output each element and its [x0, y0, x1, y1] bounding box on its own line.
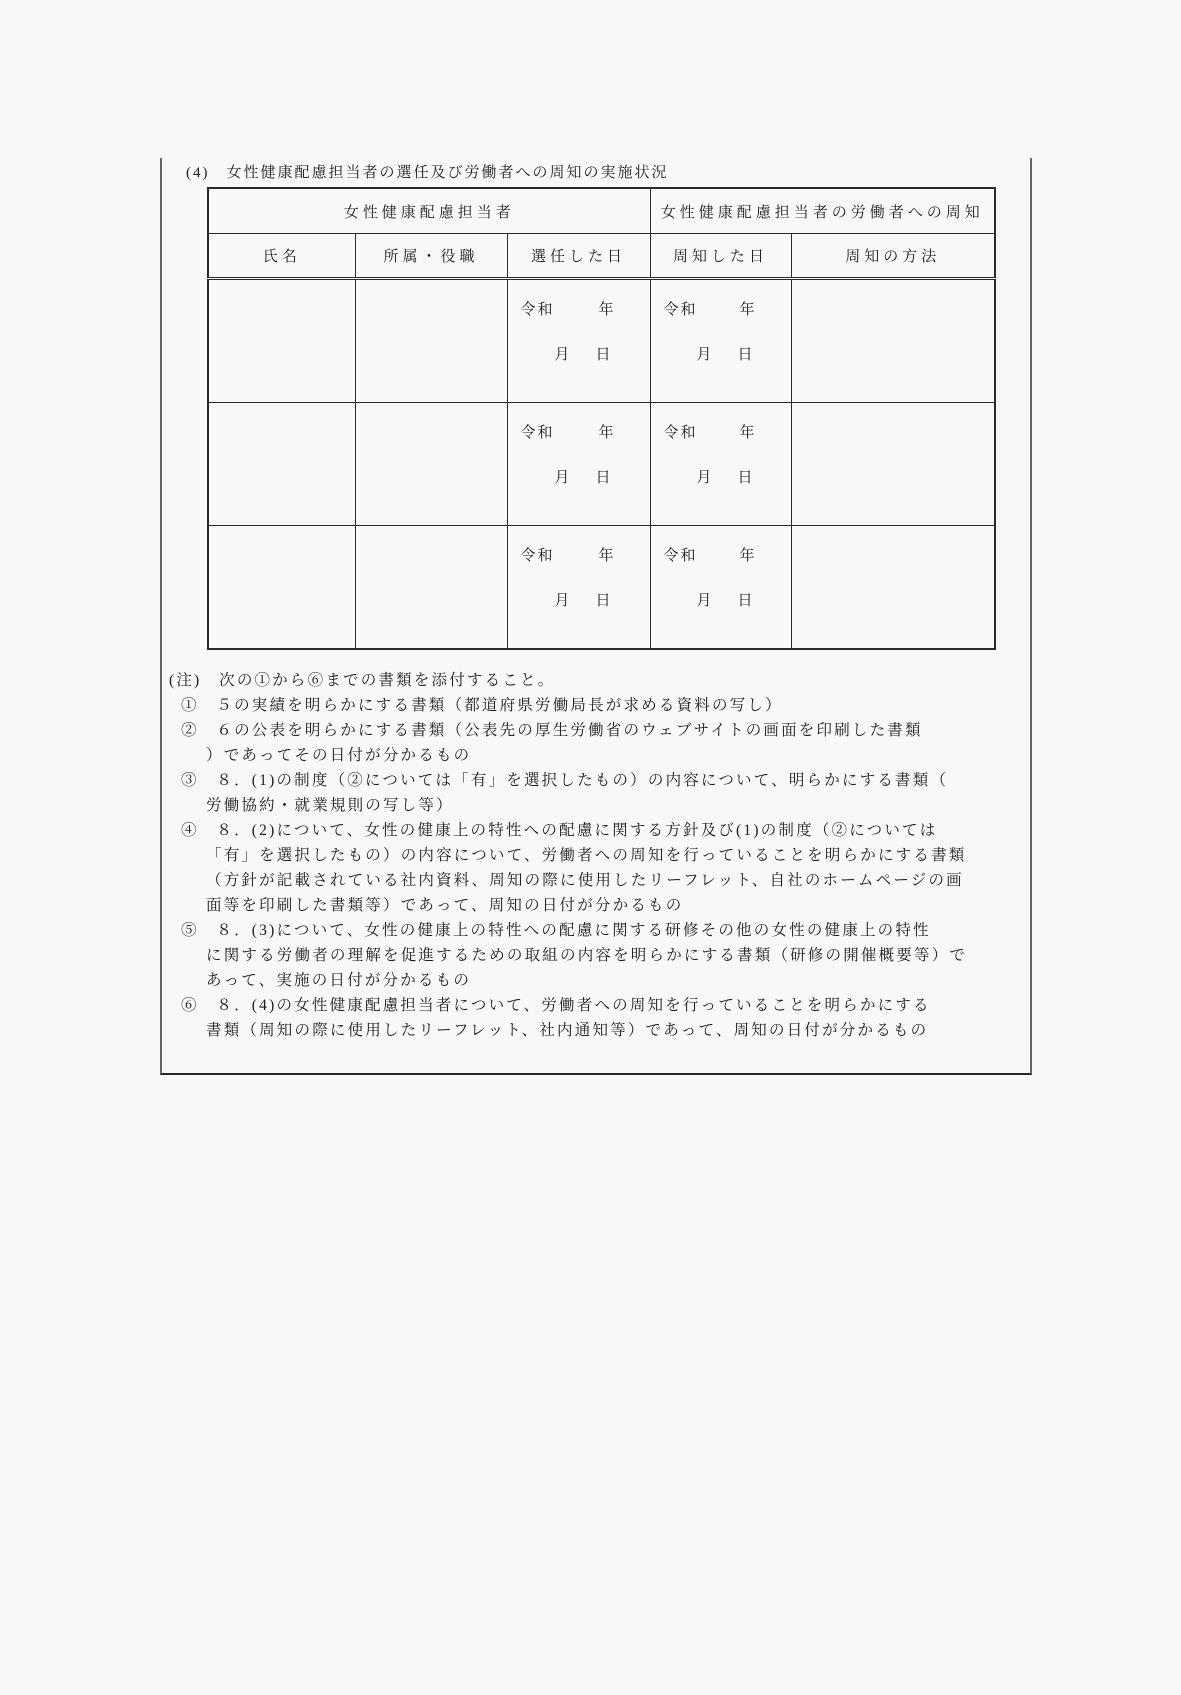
day-label: 日 [595, 593, 611, 609]
note-line: （方針が記載されている社内資料、周知の際に使用したリーフレット、自社のホームページの画 [206, 872, 964, 889]
col-header-position: 所属・役職 [355, 234, 507, 279]
month-label: 月 [554, 470, 570, 486]
month-label: 月 [696, 470, 712, 486]
appointed-date-cell [507, 526, 650, 650]
col-header-name: 氏名 [208, 234, 355, 279]
group-header-officer: 女性健康配慮担当者 [208, 188, 650, 234]
note-line: ⑥ ８．(4)の女性健康配慮担当者について、労働者への周知を行っていることを明らかにする [181, 997, 931, 1014]
month-label: 月 [696, 347, 712, 363]
note-line: あって、実施の日付が分かるもの [206, 972, 472, 989]
table-row [208, 403, 995, 526]
notified-date-cell [650, 526, 791, 650]
method-cell [791, 279, 995, 403]
note-line: ⑤ ８．(3)について、女性の健康上の特性への配慮に関する研修その他の女性の健康上の特性 [181, 922, 931, 939]
position-cell [355, 279, 507, 403]
day-label: 日 [595, 470, 611, 486]
year-label: 年 [598, 425, 616, 441]
note-line: ① ５の実績を明らかにする書類（都道府県労働局長が求める資料の写し） [181, 697, 783, 714]
notified-date-cell [650, 403, 791, 526]
name-cell [208, 526, 355, 650]
col-header-notification-method: 周知の方法 [791, 234, 995, 279]
method-cell [791, 526, 995, 650]
appointed-date-cell [507, 403, 650, 526]
name-cell [208, 403, 355, 526]
column-header-row [208, 234, 995, 279]
year-label: 年 [739, 548, 757, 564]
table-row [208, 526, 995, 650]
era-label: 令和 [520, 548, 555, 564]
day-label: 日 [737, 347, 753, 363]
note-line: (注) 次の①から⑥までの書類を添付すること。 [169, 672, 556, 689]
era-label: 令和 [663, 548, 698, 564]
position-cell [355, 403, 507, 526]
year-label: 年 [739, 302, 757, 318]
note-line: ② ６の公表を明らかにする書類（公表先の厚生労働省のウェブサイトの画面を印刷した書類 [181, 722, 923, 739]
notes-section [169, 668, 1025, 1043]
section-title: (4) 女性健康配慮担当者の選任及び労働者への周知の実施状況 [186, 165, 669, 181]
group-header-row [208, 188, 995, 234]
note-line: に関する労働者の理解を促進するための取組の内容を明らかにする書類（研修の開催概要等）で [206, 947, 968, 964]
day-label: 日 [595, 347, 611, 363]
month-label: 月 [696, 593, 712, 609]
year-label: 年 [739, 425, 757, 441]
position-cell [355, 526, 507, 650]
note-line: ）であってその日付が分かるもの [206, 747, 472, 764]
era-label: 令和 [520, 425, 555, 441]
notified-date-cell [650, 279, 791, 403]
note-line: 書類（周知の際に使用したリーフレット、社内通知等）であって、周知の日付が分かるもの [206, 1022, 929, 1039]
method-cell [791, 403, 995, 526]
era-label: 令和 [663, 302, 698, 318]
era-label: 令和 [663, 425, 698, 441]
table-row [208, 279, 995, 403]
note-line: 労働協約・就業規則の写し等） [206, 797, 454, 814]
note-line: ④ ８．(2)について、女性の健康上の特性への配慮に関する方針及び(1)の制度（②については [181, 822, 938, 839]
year-label: 年 [598, 548, 616, 564]
col-header-appointed-date: 選任した日 [507, 234, 650, 279]
era-label: 令和 [520, 302, 555, 318]
note-line: ③ ８．(1)の制度（②については「有」を選択したもの）の内容について、明らかにする書類（ [181, 772, 949, 789]
year-label: 年 [598, 302, 616, 318]
col-header-notified-date: 周知した日 [650, 234, 791, 279]
note-line: 「有」を選択したもの）の内容について、労働者への周知を行っていることを明らかにする書類 [206, 847, 967, 864]
month-label: 月 [554, 347, 570, 363]
officers-table [207, 187, 996, 650]
group-header-notification: 女性健康配慮担当者の労働者への周知 [650, 188, 995, 234]
month-label: 月 [554, 593, 570, 609]
note-line: 面等を印刷した書類等）であって、周知の日付が分かるもの [206, 897, 684, 914]
appointed-date-cell [507, 279, 650, 403]
name-cell [208, 279, 355, 403]
day-label: 日 [737, 470, 753, 486]
day-label: 日 [737, 593, 753, 609]
